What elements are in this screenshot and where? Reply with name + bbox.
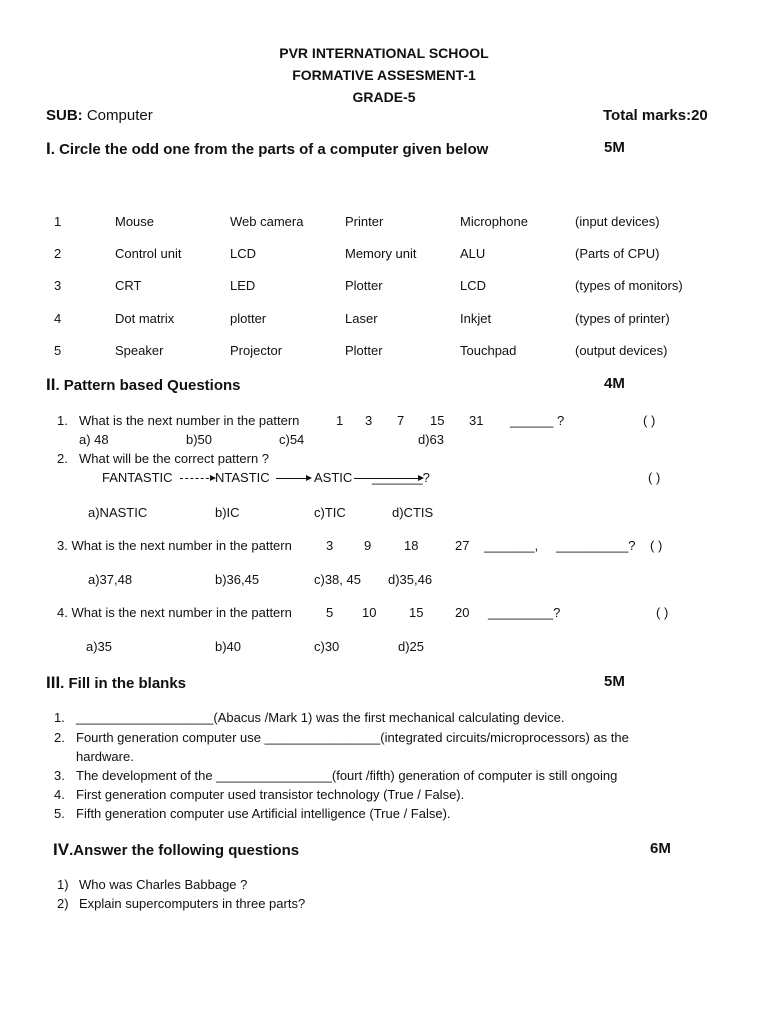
section-1-title-text: . Circle the odd one from the parts of a computer given below (50, 141, 489, 158)
section-3-roman: III (46, 673, 61, 692)
option-cell[interactable]: Touchpad (460, 343, 517, 358)
option-cell[interactable]: plotter (230, 311, 267, 326)
option-cell[interactable]: LED (230, 278, 256, 293)
option-cell[interactable]: ALU (460, 246, 486, 261)
option-cell[interactable]: Speaker (115, 343, 164, 358)
mcq-option[interactable]: a)37,48 (88, 572, 133, 587)
option-cell[interactable]: Plotter (345, 343, 383, 358)
section-1-roman: I (46, 139, 51, 158)
fill-blank-item[interactable]: Fourth generation computer use ________________(integrated circuits/microprocessors) as the (76, 730, 629, 745)
answer-bracket[interactable]: ( ) (648, 470, 661, 485)
option-cell[interactable]: Inkjet (460, 311, 492, 326)
option-cell[interactable]: Web camera (230, 214, 304, 229)
question-number: 1. (57, 413, 68, 428)
answer-blank[interactable]: _______? (372, 470, 430, 485)
mcq-option[interactable]: c)30 (314, 639, 340, 654)
answer-blank[interactable]: ______ ? (510, 413, 565, 428)
mcq-option[interactable]: b)IC (215, 505, 240, 520)
category-hint: (types of monitors) (575, 278, 683, 293)
arrow-icon (180, 478, 214, 479)
option-cell[interactable]: CRT (115, 278, 142, 293)
option-cell[interactable]: Control unit (115, 246, 182, 261)
school-name: PVR INTERNATIONAL SCHOOL (279, 45, 489, 61)
section-3-title-text: . Fill in the blanks (60, 675, 187, 692)
sequence-number: 27 (455, 538, 470, 553)
pattern-word: NTASTIC (215, 470, 270, 485)
section-2-roman: II (46, 375, 56, 394)
answer-bracket[interactable]: ( ) (643, 413, 656, 428)
row-number: 3 (54, 278, 62, 293)
fill-blank-item-continued: hardware. (76, 749, 134, 764)
section-4-roman: IV (53, 840, 70, 859)
section-4-marks: 6M (650, 840, 671, 857)
sequence-number: 10 (362, 605, 377, 620)
mcq-option[interactable]: d)CTIS (392, 505, 434, 520)
sequence-number: 18 (404, 538, 419, 553)
sequence-number: 1 (336, 413, 344, 428)
mcq-option[interactable]: c)54 (279, 432, 305, 447)
subject-value: Computer (82, 107, 153, 124)
option-cell[interactable]: LCD (460, 278, 487, 293)
mcq-option[interactable]: b)50 (186, 432, 213, 447)
mcq-option[interactable]: d)25 (398, 639, 425, 654)
category-hint: (output devices) (575, 343, 668, 358)
section-2-title-text: . Pattern based Questions (55, 377, 241, 394)
option-cell[interactable]: Dot matrix (115, 311, 175, 326)
arrow-icon (276, 478, 310, 479)
sequence-number: 15 (409, 605, 424, 620)
item-number: 4. (54, 787, 65, 802)
option-cell[interactable]: Plotter (345, 278, 383, 293)
question-text: What is the next number in the pattern (79, 413, 300, 428)
answer-bracket[interactable]: ( ) (650, 538, 663, 553)
section-2-marks: 4M (604, 375, 625, 392)
answer-blank[interactable]: __________? (556, 538, 636, 553)
option-cell[interactable]: Mouse (115, 214, 155, 229)
sequence-number: 31 (469, 413, 484, 428)
section-1-marks: 5M (604, 139, 625, 156)
sequence-number: 5 (326, 605, 334, 620)
fill-blank-item[interactable]: First generation computer used transistor technology (True / False). (76, 787, 465, 802)
row-number: 5 (54, 343, 62, 358)
option-cell[interactable]: Memory unit (345, 246, 417, 261)
option-cell[interactable]: Projector (230, 343, 283, 358)
section-4-title-text: .Answer the following questions (69, 842, 300, 859)
fill-blank-item[interactable]: ___________________(Abacus /Mark 1) was the first mechanical calculating device. (76, 710, 565, 725)
answer-blank[interactable]: _________? (488, 605, 561, 620)
section-3-title (46, 673, 186, 693)
question-text: Who was Charles Babbage ? (79, 877, 248, 892)
item-number: 3. (54, 768, 65, 783)
item-number: 2) (57, 896, 69, 911)
section-3-marks: 5M (604, 673, 625, 690)
item-number: 2. (54, 730, 65, 745)
total-marks: Total marks:20 (603, 107, 708, 124)
question-text: What will be the correct pattern ? (79, 451, 270, 466)
mcq-option[interactable]: b)40 (215, 639, 242, 654)
sequence-number: 7 (397, 413, 405, 428)
sequence-number: 20 (455, 605, 470, 620)
grade-label: GRADE-5 (352, 89, 416, 105)
question-number: 2. (57, 451, 68, 466)
mcq-option[interactable]: a) 48 (79, 432, 109, 447)
row-number: 1 (54, 214, 62, 229)
pattern-word: ASTIC (314, 470, 353, 485)
mcq-option[interactable]: c)38, 45 (314, 572, 361, 587)
category-hint: (input devices) (575, 214, 660, 229)
section-1-title (46, 139, 488, 159)
category-hint: (Parts of CPU) (575, 246, 660, 261)
option-cell[interactable]: Microphone (460, 214, 528, 229)
section-2-title (46, 375, 241, 395)
mcq-option[interactable]: b)36,45 (215, 572, 260, 587)
row-number: 4 (54, 311, 62, 326)
mcq-option[interactable]: d)63 (418, 432, 445, 447)
pattern-word: FANTASTIC (102, 470, 173, 485)
question-text: 3. What is the next number in the pattern (57, 538, 292, 553)
fill-blank-item[interactable]: Fifth generation computer use Artificial intelligence (True / False). (76, 806, 451, 821)
answer-bracket[interactable]: ( ) (656, 605, 669, 620)
option-cell[interactable]: Laser (345, 311, 378, 326)
question-text: 4. What is the next number in the pattern (57, 605, 292, 620)
option-cell[interactable]: LCD (230, 246, 257, 261)
sequence-number: 9 (364, 538, 372, 553)
mcq-option[interactable]: d)35,46 (388, 572, 433, 587)
subject-line (46, 107, 153, 124)
category-hint: (types of printer) (575, 311, 670, 326)
sequence-number: 3 (326, 538, 334, 553)
section-4-title (53, 840, 299, 860)
answer-blank[interactable]: _______, (484, 538, 539, 553)
mcq-option[interactable]: a)NASTIC (88, 505, 148, 520)
subject-label: SUB: (46, 107, 83, 124)
item-number: 1) (57, 877, 69, 892)
item-number: 5. (54, 806, 65, 821)
item-number: 1. (54, 710, 65, 725)
fill-blank-item[interactable]: The development of the ________________(fourt /fifth) generation of computer is still ongoing (76, 768, 618, 783)
mcq-option[interactable]: a)35 (86, 639, 113, 654)
question-text: Explain supercomputers in three parts? (79, 896, 306, 911)
row-number: 2 (54, 246, 62, 261)
option-cell[interactable]: Printer (345, 214, 384, 229)
exam-title: FORMATIVE ASSESMENT-1 (292, 67, 476, 83)
mcq-option[interactable]: c)TIC (314, 505, 346, 520)
sequence-number: 3 (365, 413, 373, 428)
sequence-number: 15 (430, 413, 445, 428)
